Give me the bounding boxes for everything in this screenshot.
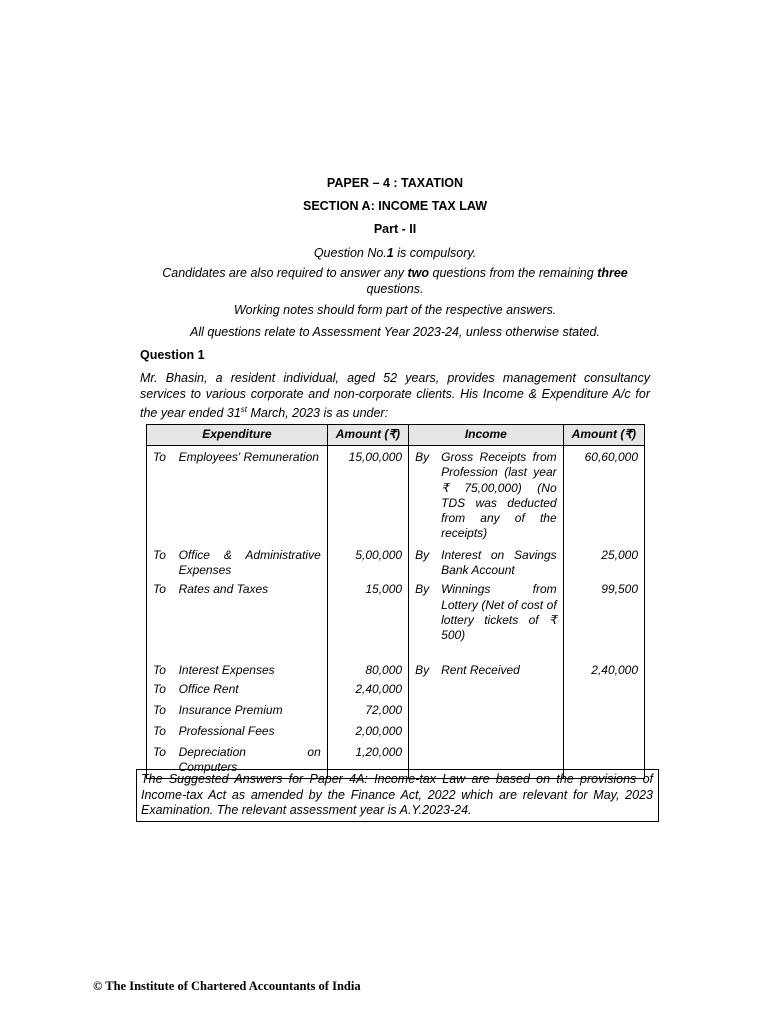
row-expenditure-amount: 72,000 (327, 700, 408, 721)
intro-text-b: March, 2023 is as under: (247, 406, 389, 421)
row-expenditure-amount: 2,00,000 (327, 721, 408, 742)
compulsory-pre: Question No. (313, 246, 387, 260)
row-income-amount (563, 721, 644, 742)
row-expenditure: Interest Expenses (179, 660, 328, 680)
row-expenditure-amount: 5,00,000 (327, 545, 408, 581)
table-header-row (147, 425, 645, 446)
cand-two: two (407, 266, 430, 280)
row-income: Winnings from Lottery (Net of cost of lottery tickets of ₹ 500) (441, 580, 563, 659)
row-by-label: By (409, 545, 442, 581)
row-expenditure: Employees' Remuneration (179, 446, 328, 545)
row-to-label: To (147, 721, 179, 742)
row-expenditure: Office & Administrative Expenses (179, 545, 328, 581)
amount-header-expenditure: Amount (₹) (327, 425, 408, 446)
question-heading: Question 1 (140, 348, 205, 362)
row-income (441, 721, 563, 742)
amount-header-income: Amount (₹) (563, 425, 644, 446)
assessment-year-note: All questions relate to Assessment Year 2023-24, unless otherwise stated. (190, 325, 600, 339)
row-income-amount (563, 680, 644, 700)
cand-pre: Candidates are also required to answer any (162, 266, 408, 280)
candidates-note (140, 266, 650, 297)
question-intro (140, 371, 650, 422)
paper-title: PAPER – 4 : TAXATION (326, 176, 464, 190)
intro-text-a: Mr. Bhasin, a resident individual, aged 52 years, provides management consultancy services to various corporate and non-corporate clients. His Income & Expenditure A/c for the year ended 31 (140, 371, 650, 421)
income-header: Income (409, 425, 564, 446)
footer-copyright: © The Institute of Chartered Accountants of India (93, 979, 361, 993)
row-income: Interest on Savings Bank Account (441, 545, 563, 581)
row-to-label: To (147, 446, 179, 545)
table-row (147, 700, 645, 721)
row-by-label (409, 721, 442, 742)
part-title: Part - II (373, 222, 417, 236)
working-notes: Working notes should form part of the respective answers. (233, 303, 557, 317)
table-row (147, 545, 645, 581)
row-income-amount: 99,500 (563, 580, 644, 659)
row-by-label: By (409, 660, 442, 680)
row-to-label: To (147, 660, 179, 680)
intro-sup: st (240, 405, 248, 414)
row-expenditure: Office Rent (179, 680, 328, 700)
row-to-label: To (147, 743, 179, 779)
table-row (147, 446, 645, 545)
row-income-amount: 2,40,000 (563, 660, 644, 680)
table-row (147, 721, 645, 742)
row-by-label: By (409, 580, 442, 659)
row-income-amount: 25,000 (563, 545, 644, 581)
row-expenditure: Depreciation on Computers (179, 743, 328, 779)
compulsory-post: is compulsory. (393, 246, 477, 260)
table-row (147, 580, 645, 659)
suggested-answers-note: The Suggested Answers for Paper 4A: Income-tax Law are based on the provisions of Income-tax Act as amended by the Finance Act, 2022 which are relevant for May, 2023 Examination. The relevant assessment year is A.Y.2023-24. (136, 769, 659, 822)
row-expenditure: Insurance Premium (179, 700, 328, 721)
row-expenditure-amount: 15,000 (327, 580, 408, 659)
row-to-label: To (147, 580, 179, 659)
income-expenditure-table (146, 424, 645, 779)
section-title: SECTION A: INCOME TAX LAW (302, 199, 488, 213)
row-expenditure-amount: 1,20,000 (327, 743, 408, 779)
compulsory-note (140, 246, 650, 260)
row-income: Rent Received (441, 660, 563, 680)
cand-post: questions. (366, 281, 424, 296)
row-income (441, 680, 563, 700)
row-expenditure: Professional Fees (179, 721, 328, 742)
table-row (147, 680, 645, 700)
row-income-amount (563, 700, 644, 721)
row-expenditure: Rates and Taxes (179, 580, 328, 659)
cand-mid: questions from the remaining (429, 266, 598, 280)
table-row (147, 660, 645, 680)
row-income-amount: 60,60,000 (563, 446, 644, 545)
row-by-label (409, 680, 442, 700)
expenditure-header: Expenditure (147, 425, 328, 446)
row-expenditure-amount: 15,00,000 (327, 446, 408, 545)
row-income (441, 700, 563, 721)
row-to-label: To (147, 545, 179, 581)
row-by-label: By (409, 446, 442, 545)
cand-three: three (597, 266, 628, 280)
row-expenditure-amount: 80,000 (327, 660, 408, 680)
row-income: Gross Receipts from Profession (last year ₹ 75,00,000) (No TDS was deducted from any of the receipts) (441, 446, 563, 545)
row-by-label (409, 700, 442, 721)
row-expenditure-amount: 2,40,000 (327, 680, 408, 700)
row-to-label: To (147, 700, 179, 721)
row-to-label: To (147, 680, 179, 700)
compulsory-number: 1 (386, 246, 394, 260)
